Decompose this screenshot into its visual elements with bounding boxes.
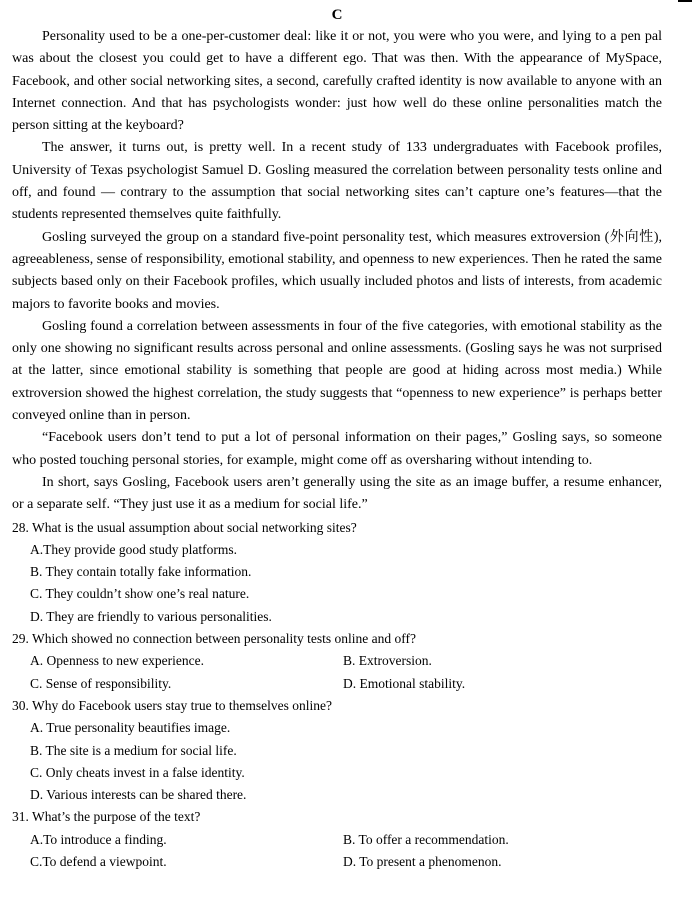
question-29-row-1 [12, 650, 662, 672]
corner-mark [678, 0, 692, 2]
question-31-row-1 [12, 829, 662, 851]
question-31-stem: 31. What’s the purpose of the text? [12, 809, 201, 825]
passage-title: C [331, 7, 343, 23]
question-28-option-a: A.They provide good study platforms. [30, 541, 237, 557]
question-29-option-a: A. Openness to new experience. [30, 653, 204, 669]
question-29-option-b: B. Extroversion. [343, 653, 432, 669]
question-28-option-d: D. They are friendly to various personalities. [30, 608, 272, 624]
paragraph-3: Gosling surveyed the group on a standard five-point personality test, which measures extroversion (外向性), agreeableness, sense of responsibility, emotional stability, and openness to new experiences. Then he rated the same subjects based only on their Facebook profiles, which usually included photos and lists of interests, from academic majors to favorite books and movies. [12, 229, 662, 312]
paragraph-6: In short, says Gosling, Facebook users aren’t generally using the site as an image buffer, a resume enhancer, or a separate self. “They just use it as a medium for social life.” [12, 474, 662, 513]
paragraph-5: “Facebook users don’t tend to put a lot of personal information on their pages,” Gosling says, so someone who posted touching personal stories, for example, might come off as oversharing without intending to. [12, 430, 662, 468]
paragraph-4: Gosling found a correlation between assessments in four of the five categories, with emotional stability as the only one showing no significant results across personal and online assessments. (Gosling says he was not surprised at the latter, since emotional stability is something that people are good at hiding across most media.) While extroversion showed the highest correlation, the study suggests that “openness to new experience” is perhaps better conveyed online than in person. [12, 318, 662, 424]
paragraph-2: The answer, it turns out, is pretty well. In a recent study of 133 undergraduates with Facebook profiles, University of Texas psychologist Samuel D. Gosling measured the correlation between personality tests online and off, and found — contrary to the assumption that social networking sites can’t capture one’s features—that the students represented themselves quite faithfully. [12, 140, 662, 223]
question-31-option-a: A.To introduce a finding. [30, 831, 167, 847]
question-30-option-a: A. True personality beautifies image. [30, 720, 231, 736]
question-29-row-2 [12, 673, 662, 695]
question-30-option-d: D. Various interests can be shared there. [30, 787, 247, 803]
question-30-option-c: C. Only cheats invest in a false identity. [30, 764, 245, 780]
question-31-option-c: C.To defend a viewpoint. [30, 853, 167, 869]
question-30-stem: 30. Why do Facebook users stay true to themselves online? [12, 697, 332, 713]
question-31-option-b: B. To offer a recommendation. [343, 831, 509, 847]
question-29-option-d: D. Emotional stability. [343, 675, 466, 691]
question-29-stem: 29. Which showed no connection between personality tests online and off? [12, 631, 417, 647]
paragraph-1: Personality used to be a one-per-customer deal: like it or not, you were who you were, and lying to a pen pal was about the closest you could get to have a different ego. That was then. With the appearance of MySpace, Facebook, and other social networking sites, a second, carefully crafted identity is now available to anyone with an Internet connection. And that has psychologists wonder: just how well do these online personalities match the person sitting at the keyboard? [12, 29, 662, 134]
question-28-stem: 28. What is the usual assumption about social networking sites? [12, 519, 357, 535]
question-31-row-2 [12, 851, 662, 873]
question-31-option-d: D. To present a phenomenon. [343, 853, 502, 869]
question-28-option-c: C. They couldn’t show one’s real nature. [30, 586, 250, 602]
exam-page [12, 4, 662, 873]
question-28-option-b: B. They contain totally fake information. [30, 564, 252, 580]
question-29-option-c: C. Sense of responsibility. [30, 675, 172, 691]
question-30-option-b: B. The site is a medium for social life. [30, 742, 237, 758]
